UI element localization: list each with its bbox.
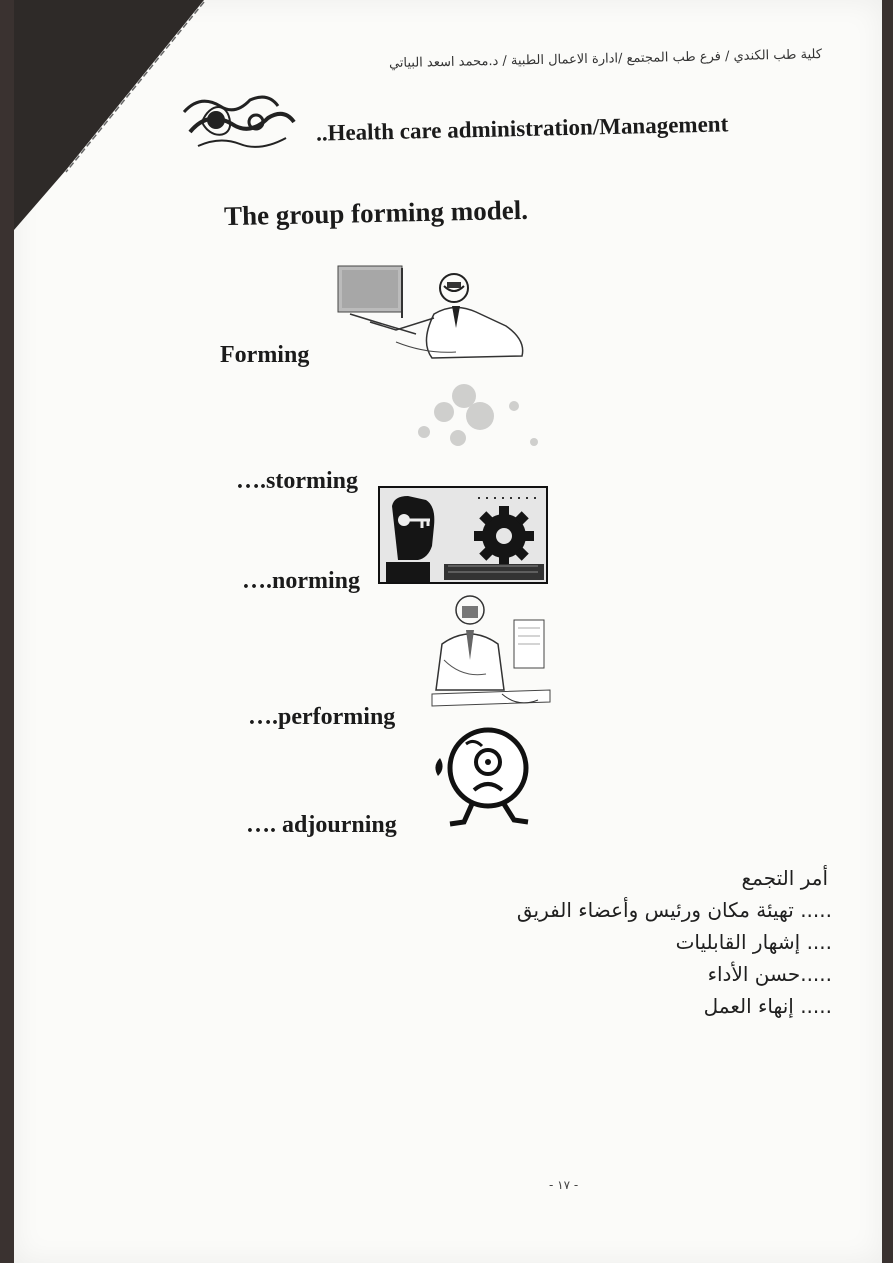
institution-header: كلية طب الكندي / فرع طب المجتمع /ادارة الاعمال الطبية / د.محمد اسعد البياتي [388,47,823,72]
arabic-notes-heading: أمر التجمع [741,866,828,890]
arabic-notes-line-2: .... إشهار القابليات [675,930,832,954]
section-subtitle: The group forming model. [223,194,529,232]
arabic-notes-line-4: ..... إنهاء العمل [703,994,832,1018]
document-page [14,0,882,1263]
head-key-gear-image [378,486,548,584]
stage-adjourning: …. adjourning [246,812,397,838]
stage-forming: Forming [220,342,310,368]
page-number: - ١٧ - [549,1178,579,1192]
arabic-notes-line-1: ..... تهيئة مكان ورئيس وأعضاء الفريق [516,898,832,922]
arabic-notes [412,862,832,1022]
page-title: ..Health care administration/Management [315,111,729,146]
stage-storming: ….storming [236,468,358,494]
stage-performing: ….performing [248,704,396,730]
worried-face-cartoon-image [426,722,536,832]
stage-norming: ….norming [242,568,361,594]
presenter-at-board-image [336,262,532,362]
faded-image-smudge [394,376,554,466]
man-at-desk-image [422,590,552,718]
ornament-logo-icon [180,92,300,154]
arabic-notes-line-3: .....حسن الأداء [707,962,832,986]
